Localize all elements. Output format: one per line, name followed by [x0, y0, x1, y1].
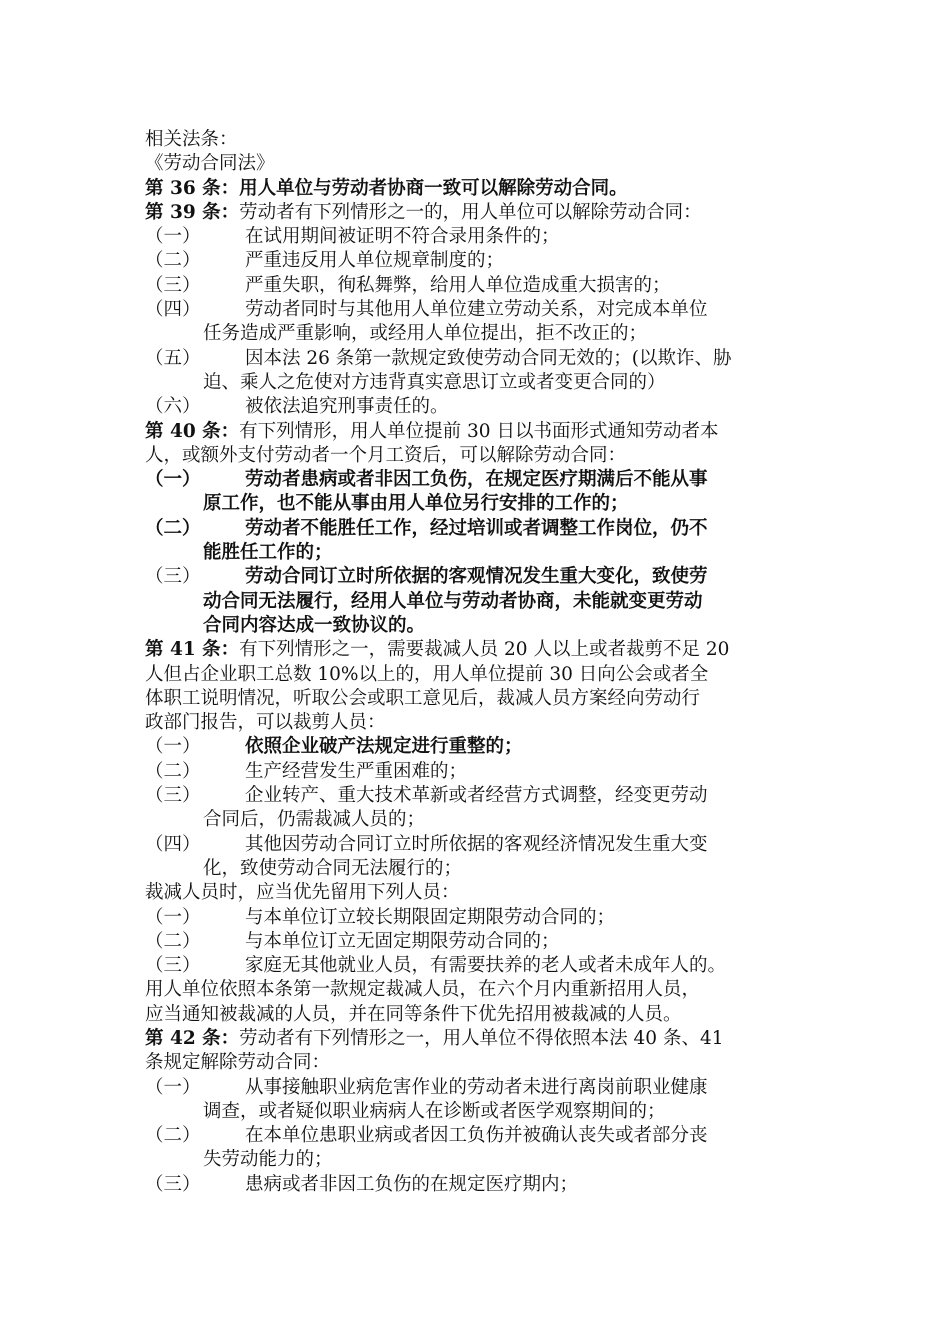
article-42 — [145, 1027, 815, 1051]
article-41-text-cont: 政部门报告，可以裁剪人员： — [145, 712, 386, 734]
item-number: （一） — [145, 469, 201, 491]
item-text: 严重违反用人单位规章制度的； — [245, 250, 505, 272]
item-text: 与本单位订立无固定期限劳动合同的； — [245, 930, 560, 952]
item-number: （三） — [145, 955, 201, 977]
article-36-label: 第 36 条： — [145, 177, 240, 199]
article-42-text-cont: 条规定解除劳动合同： — [145, 1052, 331, 1074]
item-text: 生产经营发生严重困难的； — [245, 760, 468, 782]
item-text: 被依法追究刑事责任的。 — [245, 396, 449, 418]
article-41-text-cont: 人但占企业职工总数 10%以上的，用人单位提前 30 日向公会或者全 — [145, 663, 709, 685]
list-item — [145, 225, 815, 249]
article-36 — [145, 177, 815, 201]
list-item — [145, 347, 815, 371]
list-item — [145, 784, 815, 808]
item-text: 其他因劳动合同订立时所依据的客观经济情况发生重大变 — [245, 833, 708, 855]
item-number: （三） — [145, 274, 201, 296]
item-number: （二） — [145, 517, 201, 539]
list-item — [145, 565, 815, 589]
item-number: （四） — [145, 833, 201, 855]
list-item-continuation: 任务造成严重影响，或经用人单位提出，拒不改正的； — [203, 323, 648, 345]
list-item — [145, 954, 815, 978]
law-title: 《劳动合同法》 — [145, 153, 275, 175]
item-number: （五） — [145, 347, 201, 369]
item-text: 与本单位订立较长期限固定期限劳动合同的； — [245, 906, 616, 928]
list-item — [145, 249, 815, 273]
intro-heading: 相关法条： — [145, 129, 238, 150]
item-text: 企业转产、重大技术革新或者经营方式调整，经变更劳动 — [245, 785, 708, 807]
list-item-continuation: 原工作，也不能从事由用人单位另行安排的工作的； — [203, 493, 629, 515]
item-number: （二） — [145, 760, 201, 782]
list-item-continuation: 迫、乘人之危使对方违背真实意思订立或者变更合同的） — [203, 371, 666, 393]
article-40-text-cont: 人，或额外支付劳动者一个月工资后，可以解除劳动合同： — [145, 444, 627, 466]
list-item — [145, 468, 815, 492]
item-text: 在试用期间被证明不符合录用条件的； — [245, 226, 560, 248]
item-text: 家庭无其他就业人员，有需要扶养的老人或者未成年人的。 — [245, 955, 727, 977]
article-39-label: 第 39 条： — [145, 201, 240, 223]
list-item — [145, 298, 815, 322]
article-41 — [145, 638, 815, 662]
item-number: （三） — [145, 1173, 201, 1195]
list-item — [145, 1076, 815, 1100]
item-text: 劳动者患病或者非因工负伤，在规定医疗期满后不能从事 — [245, 469, 708, 491]
article-40 — [145, 420, 815, 444]
article-42-text: 劳动者有下列情形之一，用人单位不得依照本法 40 条、41 — [239, 1027, 724, 1049]
article-39 — [145, 201, 815, 225]
item-number: （一） — [145, 736, 201, 758]
list-item — [145, 1173, 815, 1197]
item-text: 因本法 26 条第一款规定致使劳动合同无效的；(以欺诈、胁 — [245, 347, 732, 369]
article-40-label: 第 40 条： — [145, 420, 240, 442]
list-item — [145, 1124, 815, 1148]
list-item-continuation: 能胜任工作的； — [203, 542, 333, 564]
article-39-text: 劳动者有下列情形之一的，用人单位可以解除劳动合同： — [239, 201, 702, 223]
item-number: （一） — [145, 226, 201, 248]
item-number: （二） — [145, 1125, 201, 1147]
item-text: 劳动者同时与其他用人单位建立劳动关系，对完成本单位 — [245, 299, 708, 321]
item-number: （四） — [145, 299, 201, 321]
list-item-continuation: 化，致使劳动合同无法履行的； — [203, 857, 463, 879]
item-text: 从事接触职业病危害作业的劳动者未进行离岗前职业健康 — [245, 1076, 708, 1098]
item-number: （六） — [145, 396, 201, 418]
item-number: （一） — [145, 1076, 201, 1098]
item-number: （三） — [145, 566, 201, 588]
document-body — [145, 128, 815, 1197]
article-36-text: 用人单位与劳动者协商一致可以解除劳动合同。 — [239, 177, 628, 199]
list-item-continuation: 失劳动能力的； — [203, 1149, 333, 1171]
list-item — [145, 833, 815, 857]
item-number: （二） — [145, 930, 201, 952]
list-item-continuation: 调查，或者疑似职业病病人在诊断或者医学观察期间的； — [203, 1100, 666, 1122]
list-item-continuation: 合同后，仍需裁减人员的； — [203, 809, 426, 831]
item-text: 患病或者非因工负伤的在规定医疗期内； — [245, 1173, 579, 1195]
list-item — [145, 760, 815, 784]
item-text: 劳动者不能胜任工作，经过培训或者调整工作岗位，仍不 — [245, 517, 708, 539]
article-41-text: 有下列情形之一，需要裁减人员 20 人以上或者裁剪不足 20 — [239, 639, 730, 661]
item-text: 严重失职，徇私舞弊，给用人单位造成重大损害的； — [245, 274, 671, 296]
item-number: （三） — [145, 785, 201, 807]
item-text: 依照企业破产法规定进行重整的； — [245, 736, 523, 758]
article-40-text: 有下列情形，用人单位提前 30 日以书面形式通知劳动者本 — [239, 420, 719, 442]
item-text: 劳动合同订立时所依据的客观情况发生重大变化，致使劳 — [245, 566, 708, 588]
list-item — [145, 517, 815, 541]
list-item-continuation: 合同内容达成一致协议的。 — [203, 614, 426, 636]
item-number: （一） — [145, 906, 201, 928]
list-item-continuation: 动合同无法履行，经用人单位与劳动者协商，未能就变更劳动 — [203, 590, 703, 612]
list-item — [145, 906, 815, 930]
rehire-paragraph: 用人单位依照本条第一款规定裁减人员，在六个月内重新招用人员， — [145, 979, 701, 1001]
item-text: 在本单位患职业病或者因工负伤并被确认丧失或者部分丧 — [245, 1125, 708, 1147]
list-item — [145, 274, 815, 298]
article-41-label: 第 41 条： — [145, 639, 240, 661]
list-item — [145, 735, 815, 759]
article-42-label: 第 42 条： — [145, 1027, 240, 1049]
retain-intro: 裁减人员时，应当优先留用下列人员： — [145, 882, 460, 904]
article-41-text-cont: 体职工说明情况，听取公会或职工意见后，裁减人员方案经向劳动行 — [145, 687, 701, 709]
list-item — [145, 395, 815, 419]
list-item — [145, 930, 815, 954]
item-number: （二） — [145, 250, 201, 272]
rehire-paragraph-cont: 应当通知被裁减的人员，并在同等条件下优先招用被裁减的人员。 — [145, 1003, 682, 1025]
